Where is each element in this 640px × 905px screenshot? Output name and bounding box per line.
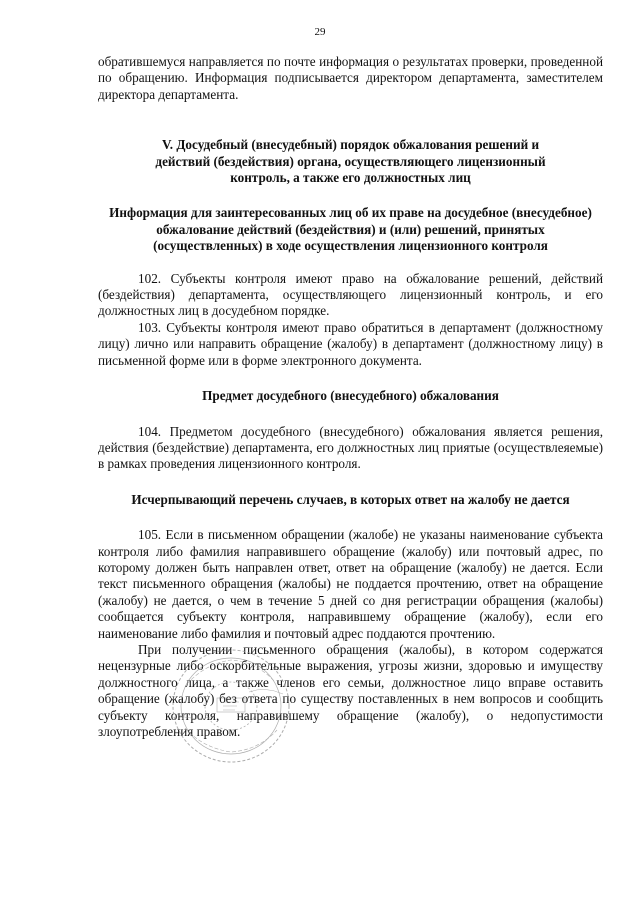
section-title: V. Досудебный (внесудебный) порядок обжалования решений и действий (бездействия) органа, осуществляющего лицензионный контроль, а также его должностных лиц — [155, 137, 546, 186]
paragraph-105: 105. Если в письменном обращении (жалобе) не указаны наименование субъекта контроля либо фамилия направившего обращение (жалобу) или почтовый адрес, по которому должен быть направлен ответ, ответ на обращение (жалобу) не дается. Если текст письменного обращения (жалобы) не поддается прочтению, ответ на обращение (жалобу) не дается, о чем в течение 5 дней со дня регистрации обращения (жалобы) сообщается субъекту контроля, направившему обращение (жалобу), если его наименование либо фамилия и почтовый адрес поддаются прочтению. — [98, 527, 603, 641]
page-number: 29 — [314, 26, 326, 38]
subsection-title-rights: Информация для заинтересованных лиц об их праве на досудебное (внесудебное) обжалование действий (бездействия) и (или) решений, принятых (осуществленных) в ходе осуществления лицензионного контроля — [109, 205, 592, 254]
paragraph-103: 103. Субъекты контроля имеют право обратиться в департамент (должностному лицу) лично или направить обращение (жалобу) в департамент (должностному лицу) в письменной форме или в форме электронного документа. — [98, 319, 603, 368]
intro-paragraph: обратившемуся направляется по почте информация о результатах проверки, проведенной по обращению. Информация подписывается директором департамента, заместителем директора департамента. — [98, 54, 603, 102]
paragraph-104: 104. Предметом досудебного (внесудебного) обжалования является решения, действия (бездействие) департамента, его должностных лиц приятые (осуществлеяемые) в рамках проведения лицензионного контроля. — [98, 423, 603, 472]
paragraph-102: 102. Субъекты контроля имеют право на обжалование решений, действий (бездействия) департамента, осуществляющего лицензионный контроль, и его должностных лиц в досудебном порядке. — [98, 270, 603, 319]
document-body — [98, 54, 603, 740]
subsection-title-no-response: Исчерпывающий перечень случаев, в которых ответ на жалобу не дается — [131, 491, 570, 507]
subsection-title-subject: Предмет досудебного (внесудебного) обжалования — [202, 388, 499, 404]
paragraph-105-continued: При получении письменного обращения (жалобы), в котором содержатся нецензурные либо оскорбительные выражения, угрозы жизни, здоровью и имуществу должностного лица, а также членов его семьи, должностное лицо вправе оставить обращение (жалобу) без ответа по существу поставленных в нем вопросов и сообщить субъекту контроля, направившему обращение (жалобу), о недопустимости злоупотребления правом. — [98, 641, 603, 739]
